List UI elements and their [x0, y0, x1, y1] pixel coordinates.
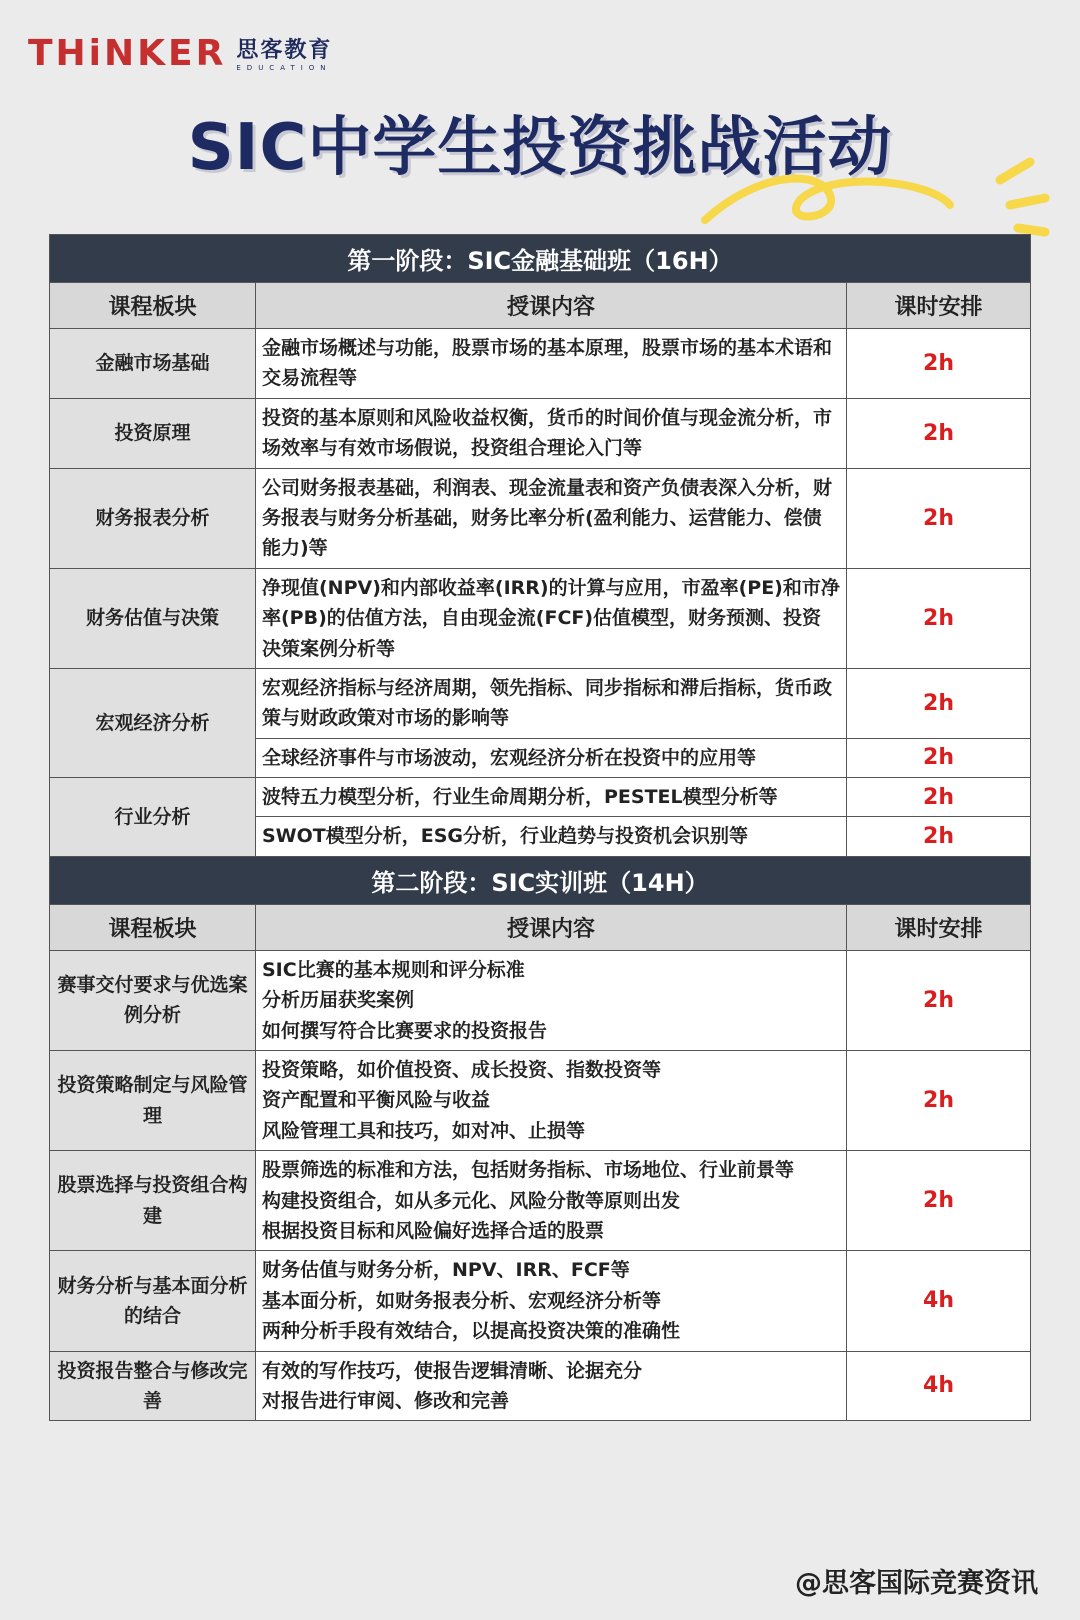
- content-line: SWOT模型分析，ESG分析，行业趋势与投资机会识别等: [262, 825, 749, 848]
- page-title: SIC中学生投资挑战活动: [187, 111, 893, 185]
- content-line: 对报告进行审阅、修改和完善: [262, 1389, 510, 1412]
- module-name: 财务分析与基本面分析的结合: [50, 1251, 256, 1351]
- module-name: 投资原理: [50, 398, 256, 468]
- column-header-hours: 课时安排: [847, 904, 1031, 950]
- class-hours: 2h: [847, 738, 1031, 777]
- module-name: 赛事交付要求与优选案例分析: [50, 950, 256, 1050]
- module-content: [256, 329, 847, 399]
- table-row: [50, 329, 1031, 399]
- stage-heading: 第一阶段：SIC金融基础班（16H）: [50, 235, 1031, 283]
- class-hours: 2h: [847, 568, 1031, 668]
- brand-logo: [28, 33, 333, 74]
- content-line: 净现值(NPV)和内部收益率(IRR)的计算与应用，市盈率(PE)和市净率(PB)的估值方法，自由现金流(FCF)估值模型，财务预测、投资决策案例分析等: [262, 576, 840, 660]
- module-content: [256, 668, 847, 738]
- content-line: 风险管理工具和技巧，如对冲、止损等: [262, 1119, 586, 1142]
- module-content: [256, 950, 847, 1050]
- content-line: 公司财务报表基础，利润表、现金流量表和资产负债表深入分析，财务报表与财务分析基础，财务比率分析(盈利能力、运营能力、偿债能力)等: [262, 476, 833, 560]
- column-header-module: 课程板块: [50, 904, 256, 950]
- logo-cn-block: [236, 40, 332, 72]
- class-hours: 2h: [847, 398, 1031, 468]
- decorative-squiggle-icon: [700, 150, 1080, 240]
- column-header-module: 课程板块: [50, 283, 256, 329]
- module-content: [256, 817, 847, 856]
- stage-heading-row: [50, 235, 1031, 283]
- column-header-row: [50, 283, 1031, 329]
- module-name: 财务估值与决策: [50, 568, 256, 668]
- table-row: [50, 568, 1031, 668]
- class-hours: 2h: [847, 468, 1031, 568]
- module-name: 财务报表分析: [50, 468, 256, 568]
- table-row: [50, 778, 1031, 817]
- logo-wordmark: THiNKER: [28, 33, 227, 74]
- table-row: [50, 468, 1031, 568]
- content-line: 宏观经济指标与经济周期，领先指标、同步指标和滞后指标，货币政策与财政政策对市场的影响等: [262, 676, 833, 730]
- class-hours: 2h: [847, 1151, 1031, 1251]
- module-content: [256, 468, 847, 568]
- logo-sub-text: EDUCATION: [236, 64, 332, 72]
- content-line: 投资的基本原则和风险收益权衡，货币的时间价值与现金流分析，市场效率与有效市场假说，投资组合理论入门等: [262, 406, 833, 460]
- class-hours: 4h: [847, 1251, 1031, 1351]
- module-name: 宏观经济分析: [50, 668, 256, 777]
- table-row: [50, 1151, 1031, 1251]
- header: [0, 0, 1080, 230]
- table-row: [50, 950, 1031, 1050]
- content-line: SIC比赛的基本规则和评分标准: [262, 958, 525, 981]
- column-header-content: 授课内容: [256, 904, 847, 950]
- content-line: 分析历届获奖案例: [262, 989, 415, 1012]
- module-content: [256, 1151, 847, 1251]
- module-content: [256, 778, 847, 817]
- content-line: 投资策略，如价值投资、成长投资、指数投资等: [262, 1059, 662, 1082]
- module-name: 投资报告整合与修改完善: [50, 1351, 256, 1421]
- table-row: [50, 668, 1031, 738]
- class-hours: 2h: [847, 817, 1031, 856]
- module-name: 股票选择与投资组合构建: [50, 1151, 256, 1251]
- class-hours: 2h: [847, 329, 1031, 399]
- module-name: 金融市场基础: [50, 329, 256, 399]
- table-row: [50, 398, 1031, 468]
- module-content: [256, 738, 847, 777]
- content-line: 财务估值与财务分析，NPV、IRR、FCF等: [262, 1259, 630, 1282]
- content-line: 全球经济事件与市场波动，宏观经济分析在投资中的应用等: [262, 746, 757, 769]
- watermark: @思客国际竞赛资讯: [795, 1568, 1038, 1599]
- class-hours: 2h: [847, 1051, 1031, 1151]
- class-hours: 4h: [847, 1351, 1031, 1421]
- logo-cn-text: 思客教育: [236, 38, 333, 63]
- class-hours: 2h: [847, 668, 1031, 738]
- content-line: 有效的写作技巧，使报告逻辑清晰、论据充分: [262, 1359, 643, 1382]
- content-line: 构建投资组合，如从多元化、风险分散等原则出发: [262, 1189, 681, 1212]
- module-name: 投资策略制定与风险管理: [50, 1051, 256, 1151]
- column-header-content: 授课内容: [256, 283, 847, 329]
- column-header-hours: 课时安排: [847, 283, 1031, 329]
- module-content: [256, 1251, 847, 1351]
- class-hours: 2h: [847, 778, 1031, 817]
- content-line: 金融市场概述与功能，股票市场的基本原理，股票市场的基本术语和交易流程等: [262, 337, 833, 390]
- module-content: [256, 1351, 847, 1421]
- content-line: 基本面分析，如财务报表分析、宏观经济分析等: [262, 1289, 662, 1312]
- content-line: 根据投资目标和风险偏好选择合适的股票: [262, 1219, 605, 1242]
- module-content: [256, 568, 847, 668]
- module-name: 行业分析: [50, 778, 256, 857]
- content-line: 波特五力模型分析，行业生命周期分析，PESTEL模型分析等: [262, 786, 778, 809]
- module-content: [256, 398, 847, 468]
- class-hours: 2h: [847, 950, 1031, 1050]
- content-line: 两种分析手段有效结合，以提高投资决策的准确性: [262, 1320, 681, 1343]
- table-row: [50, 1051, 1031, 1151]
- stage-heading-row: [50, 856, 1031, 904]
- curriculum-table: [49, 234, 1031, 1421]
- column-header-row: [50, 904, 1031, 950]
- content-line: 如何撰写符合比赛要求的投资报告: [262, 1019, 548, 1042]
- module-content: [256, 1051, 847, 1151]
- content-line: 资产配置和平衡风险与收益: [262, 1089, 491, 1112]
- stage-heading: 第二阶段：SIC实训班（14H）: [50, 856, 1031, 904]
- content-line: 股票筛选的标准和方法，包括财务指标、市场地位、行业前景等: [262, 1159, 795, 1182]
- table-row: [50, 1251, 1031, 1351]
- table-row: [50, 1351, 1031, 1421]
